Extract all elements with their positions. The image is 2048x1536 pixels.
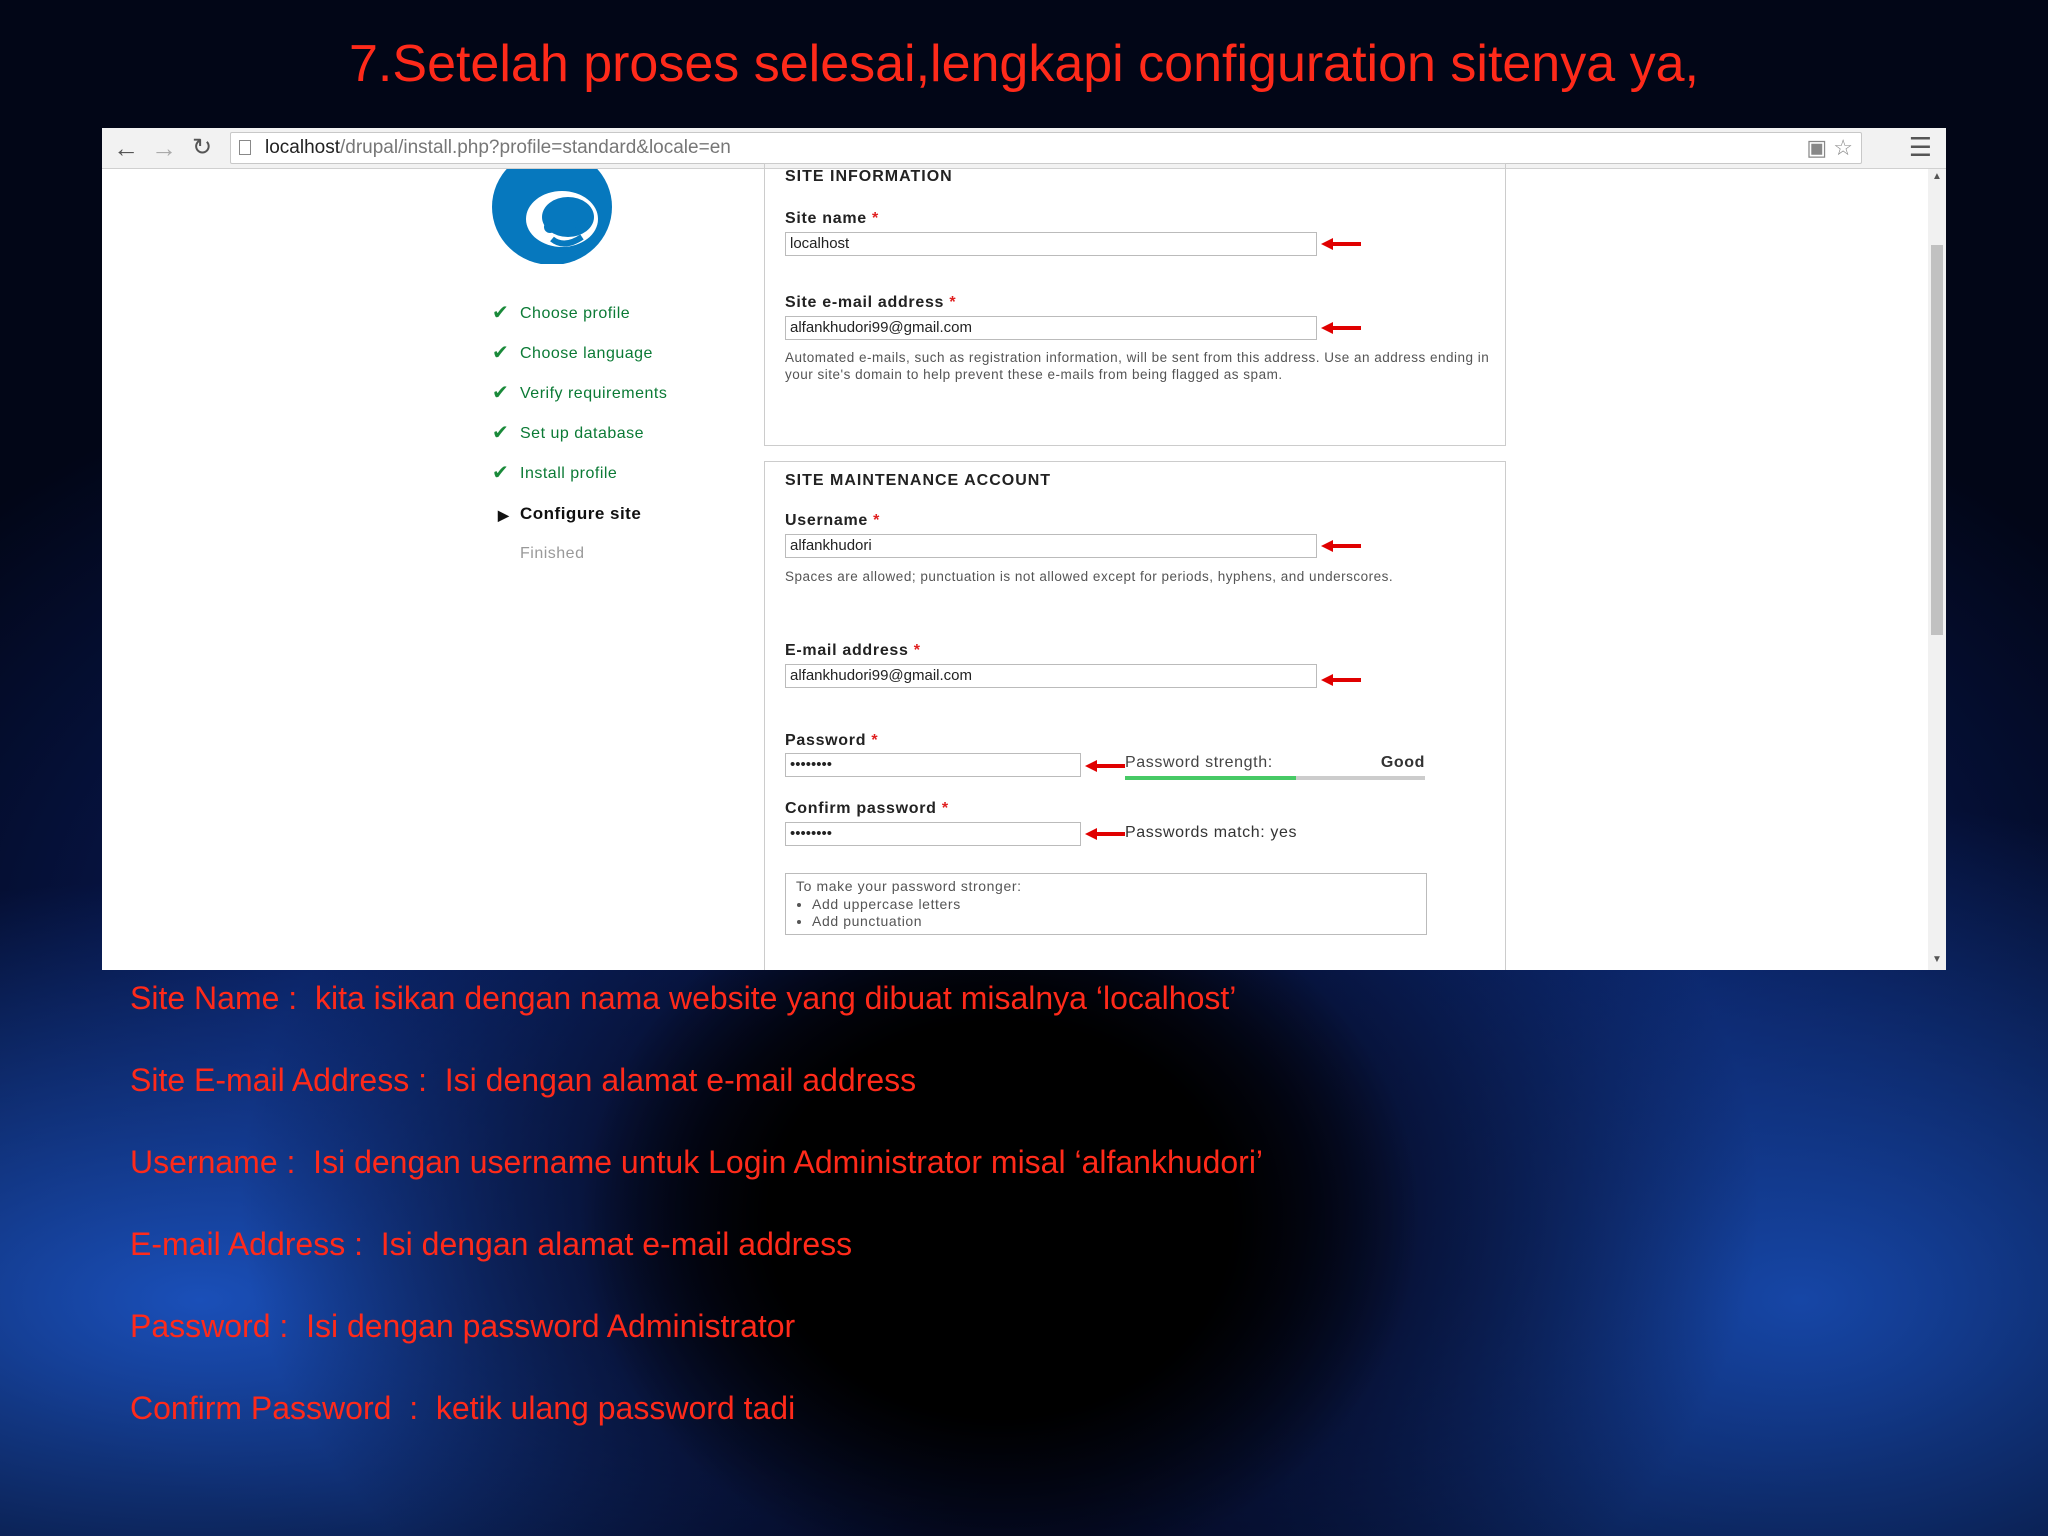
confirm-password-label: Confirm password *: [785, 800, 949, 817]
site-maintenance-fieldset: [764, 461, 1506, 970]
page-viewport: [102, 169, 1946, 970]
checkmark-icon: ✔: [492, 302, 510, 324]
password-strength-bar: [1125, 776, 1425, 780]
install-steps: [492, 304, 742, 584]
site-maintenance-legend: SITE MAINTENANCE ACCOUNT: [785, 472, 1052, 489]
red-arrow-icon: [1321, 322, 1361, 334]
explanation-list: [130, 980, 1263, 1472]
step-finished: Finished: [520, 545, 585, 562]
username-input[interactable]: alfankhudori: [785, 534, 1317, 558]
explanation-password: Password : Isi dengan password Administrator: [130, 1308, 796, 1344]
site-name-label: Site name *: [785, 210, 879, 227]
checkmark-icon: ✔: [492, 462, 510, 484]
explanation-confirm-password: Confirm Password : ketik ulang password tadi: [130, 1390, 796, 1426]
site-email-description: Automated e-mails, such as registration information, will be sent from this address. Use an address ending in your site's domain to help prevent these e-mails from being flagged as spam.: [785, 350, 1490, 382]
vertical-scrollbar[interactable]: [1928, 169, 1946, 970]
username-description: Spaces are allowed; punctuation is not allowed except for periods, hyphens, and underscores.: [785, 569, 1394, 584]
password-tip: • Add uppercase letters: [812, 896, 1416, 913]
password-strength-label: Password strength:: [1125, 754, 1273, 771]
step-choose-language: ✔ Choose language: [492, 342, 653, 364]
checkmark-icon: ✔: [492, 382, 510, 404]
scrollbar-thumb[interactable]: [1931, 245, 1943, 635]
url-host: localhost: [265, 137, 340, 158]
email-label: E-mail address *: [785, 642, 921, 659]
site-information-legend: SITE INFORMATION: [785, 168, 953, 185]
checkmark-icon: ✔: [492, 422, 510, 444]
step-install-profile: ✔ Install profile: [492, 462, 618, 484]
explanation-site-name: Site Name : kita isikan dengan nama website yang dibuat misalnya ‘localhost’: [130, 980, 1237, 1016]
red-arrow-icon: [1321, 238, 1361, 250]
step-configure-site: ▶ Configure site: [498, 504, 642, 523]
site-name-input[interactable]: localhost: [785, 232, 1317, 256]
password-tips-title: To make your password stronger:: [796, 878, 1022, 894]
step-set-up-database: ✔ Set up database: [492, 422, 645, 444]
password-tips-box: [785, 873, 1427, 935]
red-arrow-icon: [1321, 674, 1361, 686]
url-text: [265, 137, 731, 159]
translate-icon[interactable]: ▣: [1806, 135, 1828, 160]
confirm-password-input[interactable]: ••••••••: [785, 822, 1081, 846]
red-arrow-icon: [1085, 760, 1125, 772]
reload-icon[interactable]: ↻: [191, 134, 213, 161]
scroll-up-icon[interactable]: ▲: [1932, 171, 1942, 182]
checkmark-icon: ✔: [492, 342, 510, 364]
scroll-down-icon[interactable]: ▼: [1932, 954, 1942, 965]
step-verify-requirements: ✔ Verify requirements: [492, 382, 668, 404]
url-actions: [1806, 135, 1853, 161]
site-email-label: Site e-mail address *: [785, 294, 957, 311]
explanation-site-email: Site E-mail Address : Isi dengan alamat e-mail address: [130, 1062, 917, 1098]
forward-arrow-icon[interactable]: →: [151, 133, 177, 163]
triangle-right-icon: ▶: [498, 507, 510, 523]
back-arrow-icon[interactable]: ←: [113, 133, 139, 163]
password-tips-list: [796, 896, 1416, 930]
step-choose-profile: ✔ Choose profile: [492, 302, 631, 324]
drupal-logo-icon: [492, 169, 612, 264]
email-input[interactable]: alfankhudori99@gmail.com: [785, 664, 1317, 688]
browser-window: [102, 128, 1946, 970]
password-strength-value: Good: [1380, 754, 1425, 771]
password-label: Password *: [785, 732, 879, 749]
password-tip: • Add punctuation: [812, 913, 1416, 930]
url-path: /drupal/install.php?profile=standard&locale=en: [340, 137, 731, 158]
browser-menu-icon[interactable]: ☰: [1908, 132, 1932, 162]
bookmark-star-icon[interactable]: ☆: [1833, 135, 1853, 160]
red-arrow-icon: [1085, 828, 1125, 840]
address-bar[interactable]: [230, 132, 1862, 164]
passwords-match-text: Passwords match: yes: [1125, 824, 1298, 841]
password-input[interactable]: ••••••••: [785, 753, 1081, 777]
password-strength-fill: [1125, 776, 1296, 780]
red-arrow-icon: [1321, 540, 1361, 552]
username-label: Username *: [785, 512, 881, 529]
page-icon: [239, 140, 251, 155]
explanation-email: E-mail Address : Isi dengan alamat e-mail address: [130, 1226, 853, 1262]
slide-title: 7.Setelah proses selesai,lengkapi configuration sitenya ya,: [349, 35, 1699, 93]
site-information-fieldset: [764, 163, 1506, 446]
site-email-input[interactable]: alfankhudori99@gmail.com: [785, 316, 1317, 340]
explanation-username: Username : Isi dengan username untuk Login Administrator misal ‘alfankhudori’: [130, 1144, 1264, 1180]
